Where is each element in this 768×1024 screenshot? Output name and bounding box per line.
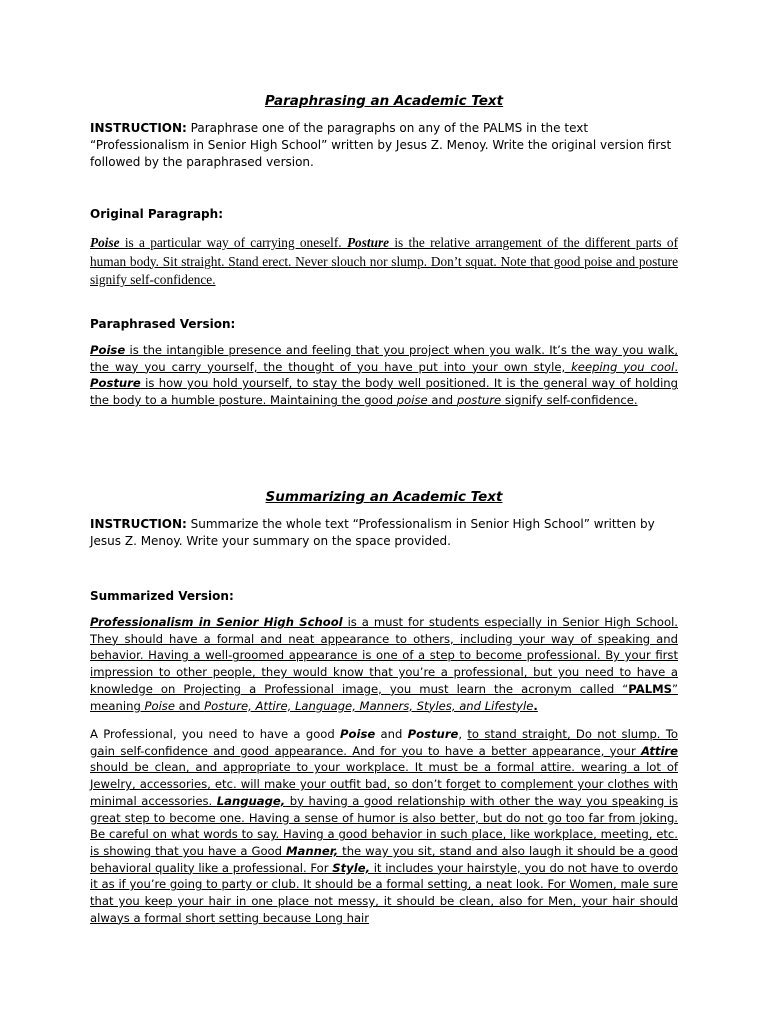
summary-paragraph-2: A Professional, you need to have a good Poise and Posture, to stand straight, Do not slump. To gain self-confidence and good appearance. And for you to have a better appearance, your Attire should be clean, and appropriate to your workplace. It must be a formal attire. wearing a lot of Jewelry, accessories, etc. will make your outfit bad, so don’t forget to complement your clothes with minimal accessories. Language, by having a good relationship with other the way you speaking is great step to become one. Having a sense of humor is also better, but do not go too far from joking. Be careful on what words to say. Having a good behavior in such place, like workplace, meeting, etc. is showing that you have a Good Manner, the way you sit, stand and also laugh it should be a good behavioral quality like a professional. For Style, it includes your hairstyle, you do not have to overdo it as if you’re going to party or club. It should be a formal setting, a neat look. For Women, male sure that you keep your hair in one place not messy, it should be clean, also for Men, your hair should always a formal short setting because Long hair	[90, 727, 679, 925]
term-posture: Posture	[407, 727, 459, 741]
term-attire: Attire	[641, 743, 678, 758]
instruction-label: INSTRUCTION:	[90, 517, 187, 531]
paraphrased-paragraph: Poise is the intangible presence and feeling that you project when you walk. It’s the way you walk, the way you carry yourself, the thought of you have put into your own style, keeping you cool. Posture is how you hold yourself, to stay the body well positioned. It is the general way of holding the body to a humble posture. Maintaining the good poise and posture signify self-confidence.	[90, 343, 678, 408]
term-manner: Manner,	[286, 843, 339, 858]
term-poise: Poise	[340, 727, 376, 741]
instruction-text: Paraphrase one of the paragraphs on any of the PALMS in the text “Professionalism in Senior High School” written by Jesus Z. Menoy. Write the original version first followed by the paraphrased version.	[90, 121, 672, 169]
term-poise: Poise	[90, 235, 120, 250]
instruction-text: Summarize the whole text “Professionalism in Senior High School” written by Jesus Z. Menoy. Write your summary on the space provided.	[90, 517, 655, 548]
original-paragraph: Poise is a particular way of carrying oneself. Posture is the relative arrangement of the different parts of human body. Sit straight. Stand erect. Never slouch nor slump. Don’t squat. Note that good poise and posture signify self-confidence.	[90, 235, 678, 287]
instruction-summarizing	[90, 516, 678, 550]
section-title-summarizing: Summarizing an Academic Text	[265, 489, 503, 505]
term-posture: Posture	[346, 235, 390, 250]
instruction-paraphrasing	[90, 120, 678, 171]
term-language: Language,	[216, 793, 286, 808]
term-posture: Posture	[90, 376, 141, 391]
instruction-label: INSTRUCTION:	[90, 121, 187, 135]
summary-paragraph-1: Professionalism in Senior High School is a must for students especially in Senior High School. They should have a formal and neat appearance to others, including your way of speaking and behavior. Having a well-groomed appearance is one of a step to become professional. By your first impression to other people, they would know that you’re a professional, but you need to have a knowledge on Projecting a Professional image, you must learn the acronym called “PALMS” meaning Poise and Posture, Attire, Language, Manners, Styles, and Lifestyle.	[90, 615, 678, 713]
paraphrased-version-label: Paraphrased Version:	[90, 317, 236, 331]
original-paragraph-label: Original Paragraph:	[90, 207, 223, 221]
section-title-paraphrasing: Paraphrasing an Academic Text	[264, 93, 504, 109]
summarized-version-label: Summarized Version:	[90, 589, 234, 603]
term-professionalism: Professionalism in Senior High School	[90, 615, 343, 629]
term-style: Style,	[332, 860, 370, 875]
term-palms: PALMS	[628, 681, 672, 696]
term-poise: Poise	[90, 343, 126, 357]
